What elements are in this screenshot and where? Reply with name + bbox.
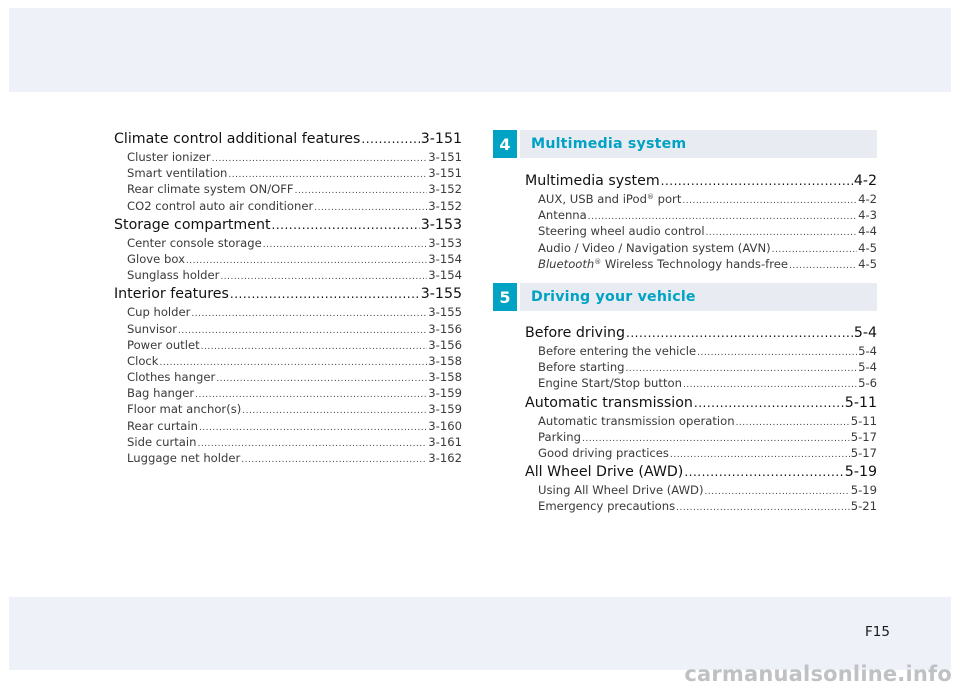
chapter-4-title: Multimedia system	[520, 130, 877, 158]
dot-leader	[241, 452, 427, 466]
item-title-text: Rear curtain	[127, 418, 198, 433]
item-title-text: CO2 control auto air conditioner	[127, 198, 314, 213]
toc-item-entry[interactable]	[525, 445, 877, 461]
item-title	[538, 223, 705, 239]
dot-leader	[230, 285, 420, 304]
toc-item-entry[interactable]	[114, 181, 462, 197]
item-title	[127, 321, 177, 337]
item-title-text: Automatic transmission operation	[538, 413, 735, 428]
section-title	[114, 130, 360, 149]
page-ref: 5-11	[844, 394, 877, 411]
toc-section-entry[interactable]	[525, 463, 877, 482]
dot-leader	[195, 387, 427, 401]
item-title-text: Engine Start/Stop button	[538, 376, 682, 391]
section-title	[114, 285, 229, 304]
item-title-text: Bag hanger	[127, 386, 195, 401]
toc-item-entry[interactable]	[525, 482, 877, 498]
page-ref: 5-19	[850, 483, 877, 498]
toc-item-entry[interactable]	[525, 413, 877, 429]
toc-item-entry[interactable]	[114, 450, 462, 466]
page-ref: 5-4	[858, 344, 877, 358]
item-title	[538, 482, 704, 498]
item-title	[127, 434, 196, 450]
dot-leader	[582, 431, 850, 445]
item-title-text: Sunvisor	[127, 321, 178, 336]
toc-item-entry[interactable]	[525, 375, 877, 391]
item-title	[127, 418, 198, 434]
toc-item-entry[interactable]	[525, 223, 877, 239]
item-title	[538, 256, 788, 272]
item-title-text: Clothes hanger	[127, 370, 216, 385]
page-ref: 5-17	[850, 429, 877, 444]
dot-leader	[220, 269, 427, 283]
registered-mark: ®	[594, 257, 602, 266]
dot-leader	[789, 258, 857, 272]
page-ref: 3-156	[428, 337, 462, 352]
page-ref: 3-154	[428, 251, 462, 266]
page-ref: 5-4	[858, 360, 877, 375]
toc-item-entry[interactable]	[114, 353, 462, 369]
page-ref: 3-161	[428, 434, 462, 449]
item-title	[127, 369, 215, 385]
item-title	[127, 337, 200, 353]
item-title-text: Automatic transmission	[525, 394, 693, 411]
dot-leader	[160, 355, 428, 369]
item-title	[538, 413, 735, 429]
page-ref: 4-4	[858, 224, 877, 239]
item-title-text: Using All Wheel Drive (AWD)	[538, 483, 704, 498]
toc-item-entry[interactable]	[114, 418, 462, 434]
dot-leader	[314, 200, 427, 214]
page-number: F15	[865, 624, 890, 640]
dot-leader	[682, 193, 857, 207]
toc-item-entry[interactable]	[525, 240, 877, 256]
toc-item-entry[interactable]	[114, 401, 462, 417]
page-ref: 3-152	[428, 182, 462, 197]
item-title	[127, 450, 240, 466]
page-ref: 4-3	[858, 208, 877, 223]
dot-leader	[683, 377, 857, 391]
item-title	[127, 251, 185, 267]
item-title	[538, 498, 675, 514]
dot-leader	[186, 253, 427, 267]
footer-watermark: carmanualsonline.info	[684, 662, 952, 686]
page-ref: 3-162	[428, 451, 462, 465]
page-ref: 3-159	[428, 386, 462, 401]
dot-leader	[263, 237, 428, 251]
toc-section-entry[interactable]	[525, 172, 877, 191]
item-title	[127, 198, 313, 214]
page-ref: 5-4	[853, 325, 877, 341]
item-title-text: Smart ventilation	[127, 166, 228, 181]
dot-leader	[676, 500, 850, 514]
page-ref: 4-2	[853, 173, 877, 189]
page-ref: 3-154	[428, 268, 462, 283]
toc-item-entry[interactable]	[114, 434, 462, 450]
toc-item-entry[interactable]	[114, 267, 462, 283]
item-title-text: Multimedia system	[525, 173, 660, 189]
dot-leader	[295, 183, 428, 197]
page-ref: 5-6	[858, 376, 877, 391]
toc-item-entry[interactable]	[525, 498, 877, 514]
toc-section-entry[interactable]	[525, 394, 877, 413]
dot-leader	[705, 484, 850, 498]
chapter-5-header[interactable]	[493, 283, 877, 311]
toc-item-entry[interactable]	[525, 191, 877, 207]
item-title-text: Luggage net holder	[127, 451, 241, 465]
toc-item-entry[interactable]	[114, 235, 462, 251]
toc-section-entry[interactable]	[114, 285, 462, 304]
page-ref: 5-21	[850, 499, 877, 514]
page-ref: 3-151	[428, 150, 462, 164]
toc-section-entry[interactable]	[525, 324, 877, 343]
dot-leader	[626, 324, 853, 343]
chapter-4-header[interactable]	[493, 130, 877, 158]
toc-item-entry[interactable]	[525, 429, 877, 445]
toc-item-entry[interactable]	[525, 359, 877, 375]
section-title	[525, 463, 683, 482]
item-title-text: Climate control additional features	[114, 131, 361, 147]
dot-leader	[661, 172, 853, 191]
page-ref: 3-160	[428, 418, 462, 433]
dot-leader	[216, 371, 427, 385]
toc-item-entry[interactable]	[114, 304, 462, 320]
chapter-4-entries	[525, 170, 877, 272]
item-title	[127, 385, 194, 401]
item-title	[127, 304, 190, 320]
item-title-text: Sunglass holder	[127, 268, 220, 283]
dot-leader	[361, 130, 419, 149]
page-ref: 3-158	[428, 353, 462, 368]
toc-item-entry[interactable]	[114, 321, 462, 337]
item-title-text: Clock	[127, 353, 159, 368]
chapter-5-title: Driving your vehicle	[520, 283, 877, 311]
item-title-text: Parking	[538, 429, 581, 444]
page-ref: 3-156	[428, 321, 462, 336]
item-title-text: Before starting	[538, 360, 625, 375]
item-title-text: Cup holder	[127, 305, 191, 320]
header-band	[9, 8, 951, 92]
item-title	[538, 343, 696, 359]
section-title	[114, 216, 271, 235]
dot-leader	[670, 447, 850, 461]
dot-leader	[684, 463, 843, 482]
item-title	[538, 429, 581, 445]
item-title	[127, 235, 262, 251]
dot-leader	[197, 436, 427, 450]
registered-mark: ®	[646, 192, 654, 201]
page-ref: 4-5	[858, 256, 877, 271]
toc-item-entry[interactable]	[525, 343, 877, 359]
item-title-text: All Wheel Drive (AWD)	[525, 464, 684, 481]
page-ref: 3-158	[428, 370, 462, 385]
item-title	[127, 165, 227, 181]
page-ref: 3-151	[420, 131, 462, 147]
section-title	[525, 394, 693, 413]
toc-section-entry[interactable]	[114, 216, 462, 235]
toc-item-entry[interactable]	[114, 149, 462, 165]
page-ref: 3-155	[428, 305, 462, 320]
item-title-text: AUX, USB and iPod	[538, 192, 647, 206]
page-ref: 3-159	[428, 402, 462, 417]
item-title	[538, 445, 669, 461]
dot-leader	[626, 361, 858, 375]
item-title-text: Power outlet	[127, 337, 200, 352]
dot-leader	[212, 151, 428, 165]
item-title	[538, 240, 771, 256]
item-title-text: Audio / Video / Navigation system (AVN)	[538, 240, 771, 255]
item-title	[127, 149, 211, 165]
page-ref: 5-11	[850, 413, 877, 428]
item-title-text: Antenna	[538, 208, 587, 223]
dot-leader	[272, 216, 420, 235]
item-title-text: Before entering the vehicle	[538, 344, 697, 358]
toc-item-entry[interactable]	[525, 256, 877, 272]
chapter-4-number: 4	[493, 130, 517, 158]
item-title-text: Emergency precautions	[538, 499, 676, 514]
toc-item-entry[interactable]	[114, 251, 462, 267]
item-title-suffix: Wireless Technology hands-free	[601, 256, 788, 271]
dot-leader	[697, 345, 857, 359]
dot-leader	[706, 225, 858, 239]
item-title-text: Side curtain	[127, 434, 197, 449]
section-title	[525, 324, 625, 343]
item-title	[127, 401, 241, 417]
item-title	[538, 207, 587, 223]
dot-leader	[694, 394, 844, 413]
footer-band	[9, 597, 951, 670]
dot-leader	[736, 415, 850, 429]
section-title	[525, 172, 660, 191]
dot-leader	[199, 420, 427, 434]
item-title-italic: Bluetooth	[538, 256, 595, 271]
item-title-text: Before driving	[525, 325, 626, 341]
page-ref: 3-152	[428, 198, 462, 213]
page-ref: 4-2	[858, 192, 877, 206]
dot-leader	[191, 306, 427, 320]
item-title-text: Good driving practices	[538, 445, 669, 460]
dot-leader	[178, 323, 427, 337]
page-ref: 4-5	[858, 240, 877, 255]
dot-leader	[228, 167, 427, 181]
dot-leader	[588, 209, 857, 223]
toc-item-entry[interactable]	[525, 207, 877, 223]
item-title-text: Rear climate system ON/OFF	[127, 182, 294, 197]
toc-item-entry[interactable]	[114, 165, 462, 181]
page-ref: 5-19	[844, 464, 877, 481]
chapter-5-entries	[525, 322, 877, 515]
item-title	[127, 267, 219, 283]
toc-left-column	[114, 128, 462, 466]
item-title	[127, 353, 159, 369]
dot-leader	[201, 339, 428, 353]
item-title-text: Steering wheel audio control	[538, 224, 705, 239]
item-title	[538, 375, 682, 391]
page-ref: 3-151	[428, 166, 462, 181]
item-title	[127, 181, 294, 197]
toc-item-entry[interactable]	[114, 337, 462, 353]
item-title-suffix: port	[653, 192, 682, 206]
item-title-text: Interior features	[114, 286, 229, 303]
item-title-text: Floor mat anchor(s)	[127, 402, 242, 417]
page-ref: 3-153	[428, 235, 462, 250]
toc-item-entry[interactable]	[114, 385, 462, 401]
toc-section-entry[interactable]	[114, 130, 462, 149]
item-title-text: Center console storage	[127, 235, 262, 250]
dot-leader	[242, 403, 427, 417]
item-title-text: Glove box	[127, 251, 185, 266]
item-title	[538, 191, 681, 207]
chapter-5-number: 5	[493, 283, 517, 311]
page-ref: 5-17	[850, 445, 877, 460]
toc-item-entry[interactable]	[114, 369, 462, 385]
dot-leader	[772, 242, 857, 256]
page-ref: 3-153	[420, 216, 462, 233]
item-title-text: Cluster ionizer	[127, 150, 211, 164]
page-ref: 3-155	[420, 286, 462, 303]
item-title	[538, 359, 625, 375]
item-title-text: Storage compartment	[114, 216, 271, 233]
toc-item-entry[interactable]	[114, 198, 462, 214]
